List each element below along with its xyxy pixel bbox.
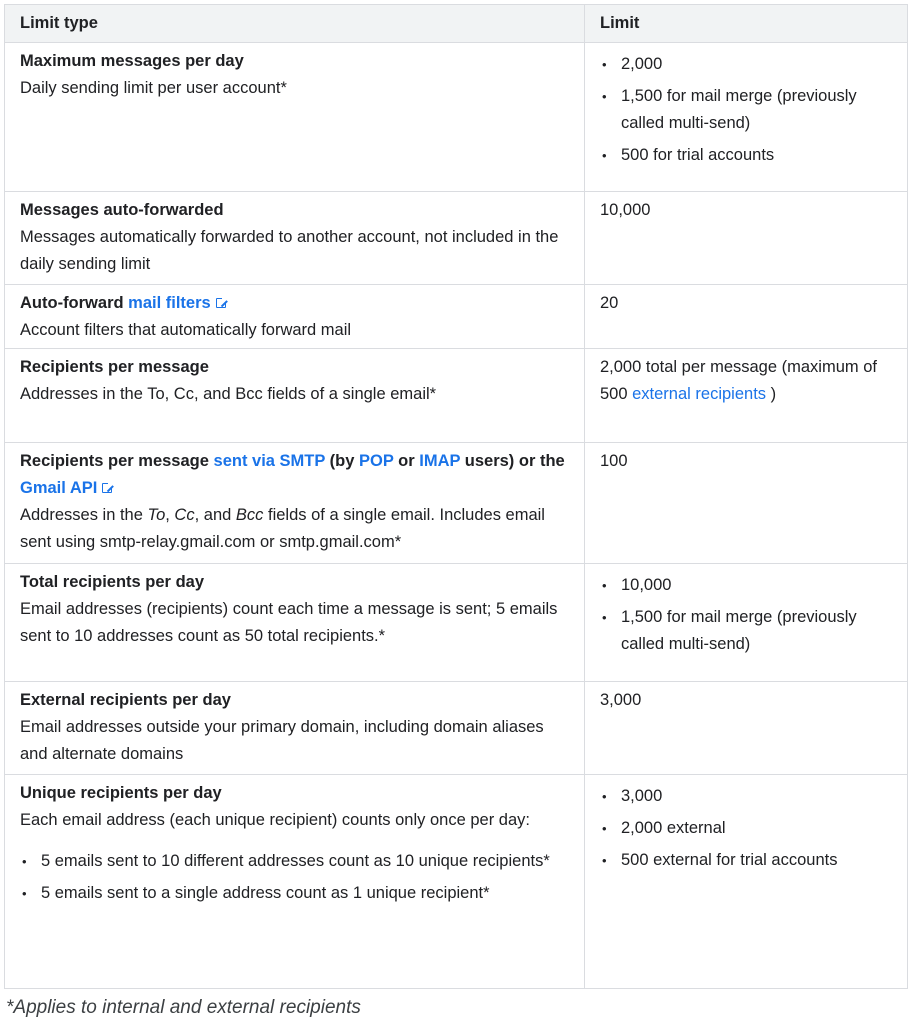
limit-item: • 2,000 [600,51,892,78]
limits-table-container [4,4,907,989]
limit-item: • 500 for trial accounts [600,142,892,169]
limit-item: • 500 external for trial accounts [600,847,892,874]
mail-filters-link[interactable]: mail filters [128,294,211,312]
limit-type-title: Messages auto-forwarded [20,201,224,219]
title-text: (by [325,452,360,470]
table-row [5,682,908,775]
limit-list [600,51,892,187]
title-text: Recipients per message [20,452,214,470]
limit-value: 3,000 [600,691,642,709]
table-row [5,349,908,443]
limit-type-description [20,502,569,556]
limit-type-cell [5,564,585,682]
title-text: users) or the [460,452,565,470]
limit-cell [585,775,908,989]
limit-text: 2,000 total per message (maximum of 500 [600,358,877,403]
limit-type-description: Account filters that automatically forward mail [20,321,352,339]
limit-item: • 10,000 [600,572,892,599]
limit-item: • 2,000 external [600,815,892,842]
header-limit-type: Limit type [5,5,585,43]
limit-item: • 3,000 [600,783,892,810]
desc-text: , and [194,506,236,524]
limit-cell [585,349,908,443]
desc-text: , [165,506,175,524]
desc-bcc: Bcc [235,506,264,524]
description-list [20,848,569,920]
limit-type-title: Total recipients per day [20,573,204,591]
limit-type-cell [5,443,585,564]
limit-cell [585,443,908,564]
table-row [5,43,908,192]
limit-type-title: External recipients per day [20,691,231,709]
imap-link[interactable]: IMAP [419,452,461,470]
limit-type-description: Addresses in the To, Cc, and Bcc fields of a single email* [20,385,437,403]
table-row [5,285,908,349]
limit-type-description: Each email address (each unique recipient) counts only once per day: [20,811,530,829]
footnote: *Applies to internal and external recipients [6,997,361,1018]
desc-cc: Cc [174,506,195,524]
limit-list [600,572,892,676]
table-header-row [5,5,908,43]
sending-limits-table [4,4,908,989]
limit-type-cell [5,682,585,775]
sent-via-smtp-link[interactable]: sent via SMTP [213,452,326,470]
limit-type-title: Maximum messages per day [20,52,244,70]
limit-item: • 1,500 for mail merge (previously called multi-send) [600,604,892,658]
limit-type-cell [5,285,585,349]
table-row [5,564,908,682]
external-link-icon[interactable] [216,298,226,308]
external-link-icon[interactable] [102,483,112,493]
title-text: or [393,452,420,470]
limit-type-description: Messages automatically forwarded to another account, not included in the daily sending limit [20,228,559,273]
gmail-api-link[interactable]: Gmail API [20,479,98,497]
desc-to: To [147,506,166,524]
limit-type-title [20,448,569,502]
limit-list [600,783,892,892]
limit-value: 10,000 [600,201,651,219]
desc-text: Addresses in the [20,506,148,524]
limit-type-title [20,290,569,317]
limit-text-suffix: ) [766,385,777,403]
limit-type-description: Email addresses outside your primary domain, including domain aliases and alternate domains [20,718,544,763]
limit-type-description: Email addresses (recipients) count each time a message is sent; 5 emails sent to 10 addresses count as 50 total recipients.* [20,600,558,645]
limit-type-cell [5,43,585,192]
table-row [5,775,908,989]
limit-type-cell [5,349,585,443]
limit-type-description: Daily sending limit per user account* [20,79,287,97]
title-text: Auto-forward [20,294,129,312]
external-recipients-link[interactable]: external recipients [632,385,767,403]
desc-text: fields of a single email. Includes email sent using smtp-relay.gmail.com or smtp.gmail.com* [20,506,545,551]
limit-cell [585,43,908,192]
limit-cell [585,285,908,349]
limit-type-cell [5,775,585,989]
limit-value: 100 [600,452,628,470]
description-item: • 5 emails sent to 10 different addresses count as 10 unique recipients* [20,848,569,875]
limit-value: 20 [600,294,619,312]
header-limit: Limit [585,5,908,43]
table-row [5,443,908,564]
limit-item: • 1,500 for mail merge (previously called multi-send) [600,83,892,137]
limit-type-cell [5,192,585,285]
limit-type-title: Recipients per message [20,358,209,376]
limit-cell [585,192,908,285]
limit-cell [585,682,908,775]
pop-link[interactable]: POP [359,452,394,470]
limit-type-title: Unique recipients per day [20,784,222,802]
description-item: • 5 emails sent to a single address count as 1 unique recipient* [20,880,569,907]
table-row [5,192,908,285]
limit-cell [585,564,908,682]
